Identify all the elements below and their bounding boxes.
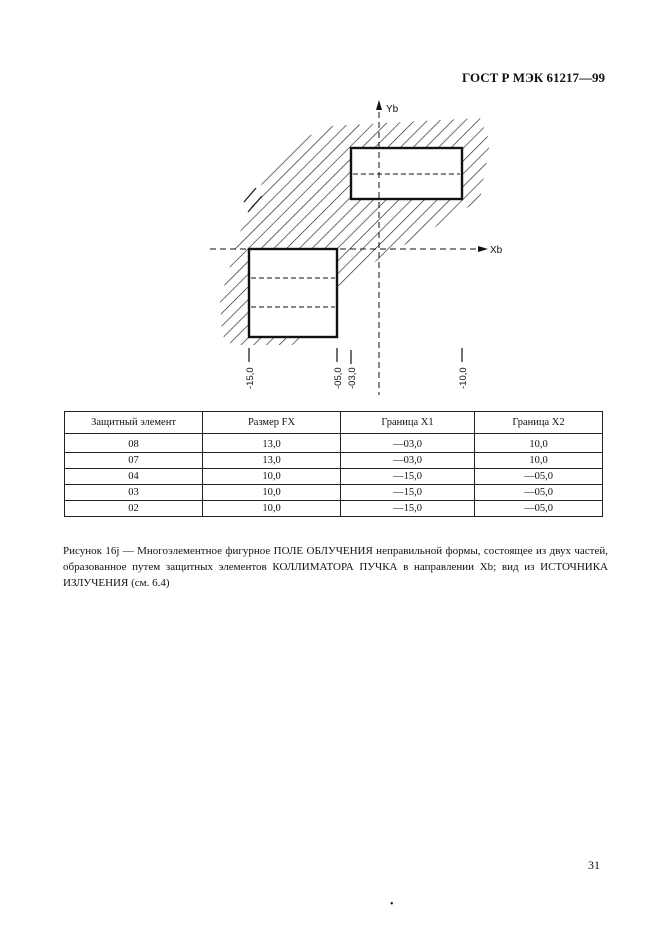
hatched-field-region (200, 100, 510, 360)
page-number: 31 (588, 858, 600, 872)
figure-caption: Рисунок 16j — Многоэлементное фигурное ПОЛЕ ОБЛУЧЕНИЯ неправильной формы, состоящее из двух частей, образованное путем защитных элементов КОЛЛИМАТОРА ПУЧКА в направлении Xb; вид из ИСТОЧНИКА ИЗЛУЧЕНИЯ (см. 6.4) (63, 545, 608, 589)
table-cell: —15,0 (341, 501, 475, 517)
field-diagram (0, 0, 661, 405)
tick-label: -10,0 (458, 367, 469, 389)
table-row (65, 434, 603, 453)
table-cell: 10,0 (203, 469, 341, 485)
table-cell: 10,0 (475, 434, 603, 453)
standard-header: ГОСТ Р МЭК 61217—99 (462, 70, 605, 85)
table-cell: 10,0 (203, 501, 341, 517)
x-axis-arrow (478, 246, 488, 252)
table-cell: —15,0 (341, 485, 475, 501)
table-cell: —03,0 (341, 453, 475, 469)
table-cell: 07 (65, 453, 203, 469)
tick-label: -15,0 (245, 367, 256, 389)
table-row (65, 453, 603, 469)
table-cell: —05,0 (475, 501, 603, 517)
table-cell: 02 (65, 501, 203, 517)
x-axis-label: Xb (490, 245, 503, 256)
table-cell: —05,0 (475, 469, 603, 485)
lower-field-rect (249, 249, 337, 337)
table-cell: —15,0 (341, 469, 475, 485)
stray-hatch-line (244, 188, 256, 202)
table-cell: 13,0 (203, 453, 341, 469)
table-header-row (65, 412, 603, 434)
table-row (65, 469, 603, 485)
col-header-element: Защитный элемент (65, 412, 203, 434)
collimator-table (64, 411, 603, 517)
table-row (65, 485, 603, 501)
table-cell: 08 (65, 434, 203, 453)
col-header-x2: Граница X2 (475, 412, 603, 434)
table-cell: 03 (65, 485, 203, 501)
y-axis-arrow (376, 100, 382, 110)
table-cell: —05,0 (475, 485, 603, 501)
table-row (65, 501, 603, 517)
table-cell: 04 (65, 469, 203, 485)
col-header-size-fx: Размер FX (203, 412, 341, 434)
tick-label: -05,0 (333, 367, 344, 389)
y-axis-label: Yb (386, 104, 399, 115)
footer-mark: • (390, 899, 394, 910)
table-cell: 13,0 (203, 434, 341, 453)
table-cell: 10,0 (475, 453, 603, 469)
table-cell: 10,0 (203, 485, 341, 501)
col-header-x1: Граница X1 (341, 412, 475, 434)
table-cell: —03,0 (341, 434, 475, 453)
tick-label: -03,0 (347, 367, 358, 389)
